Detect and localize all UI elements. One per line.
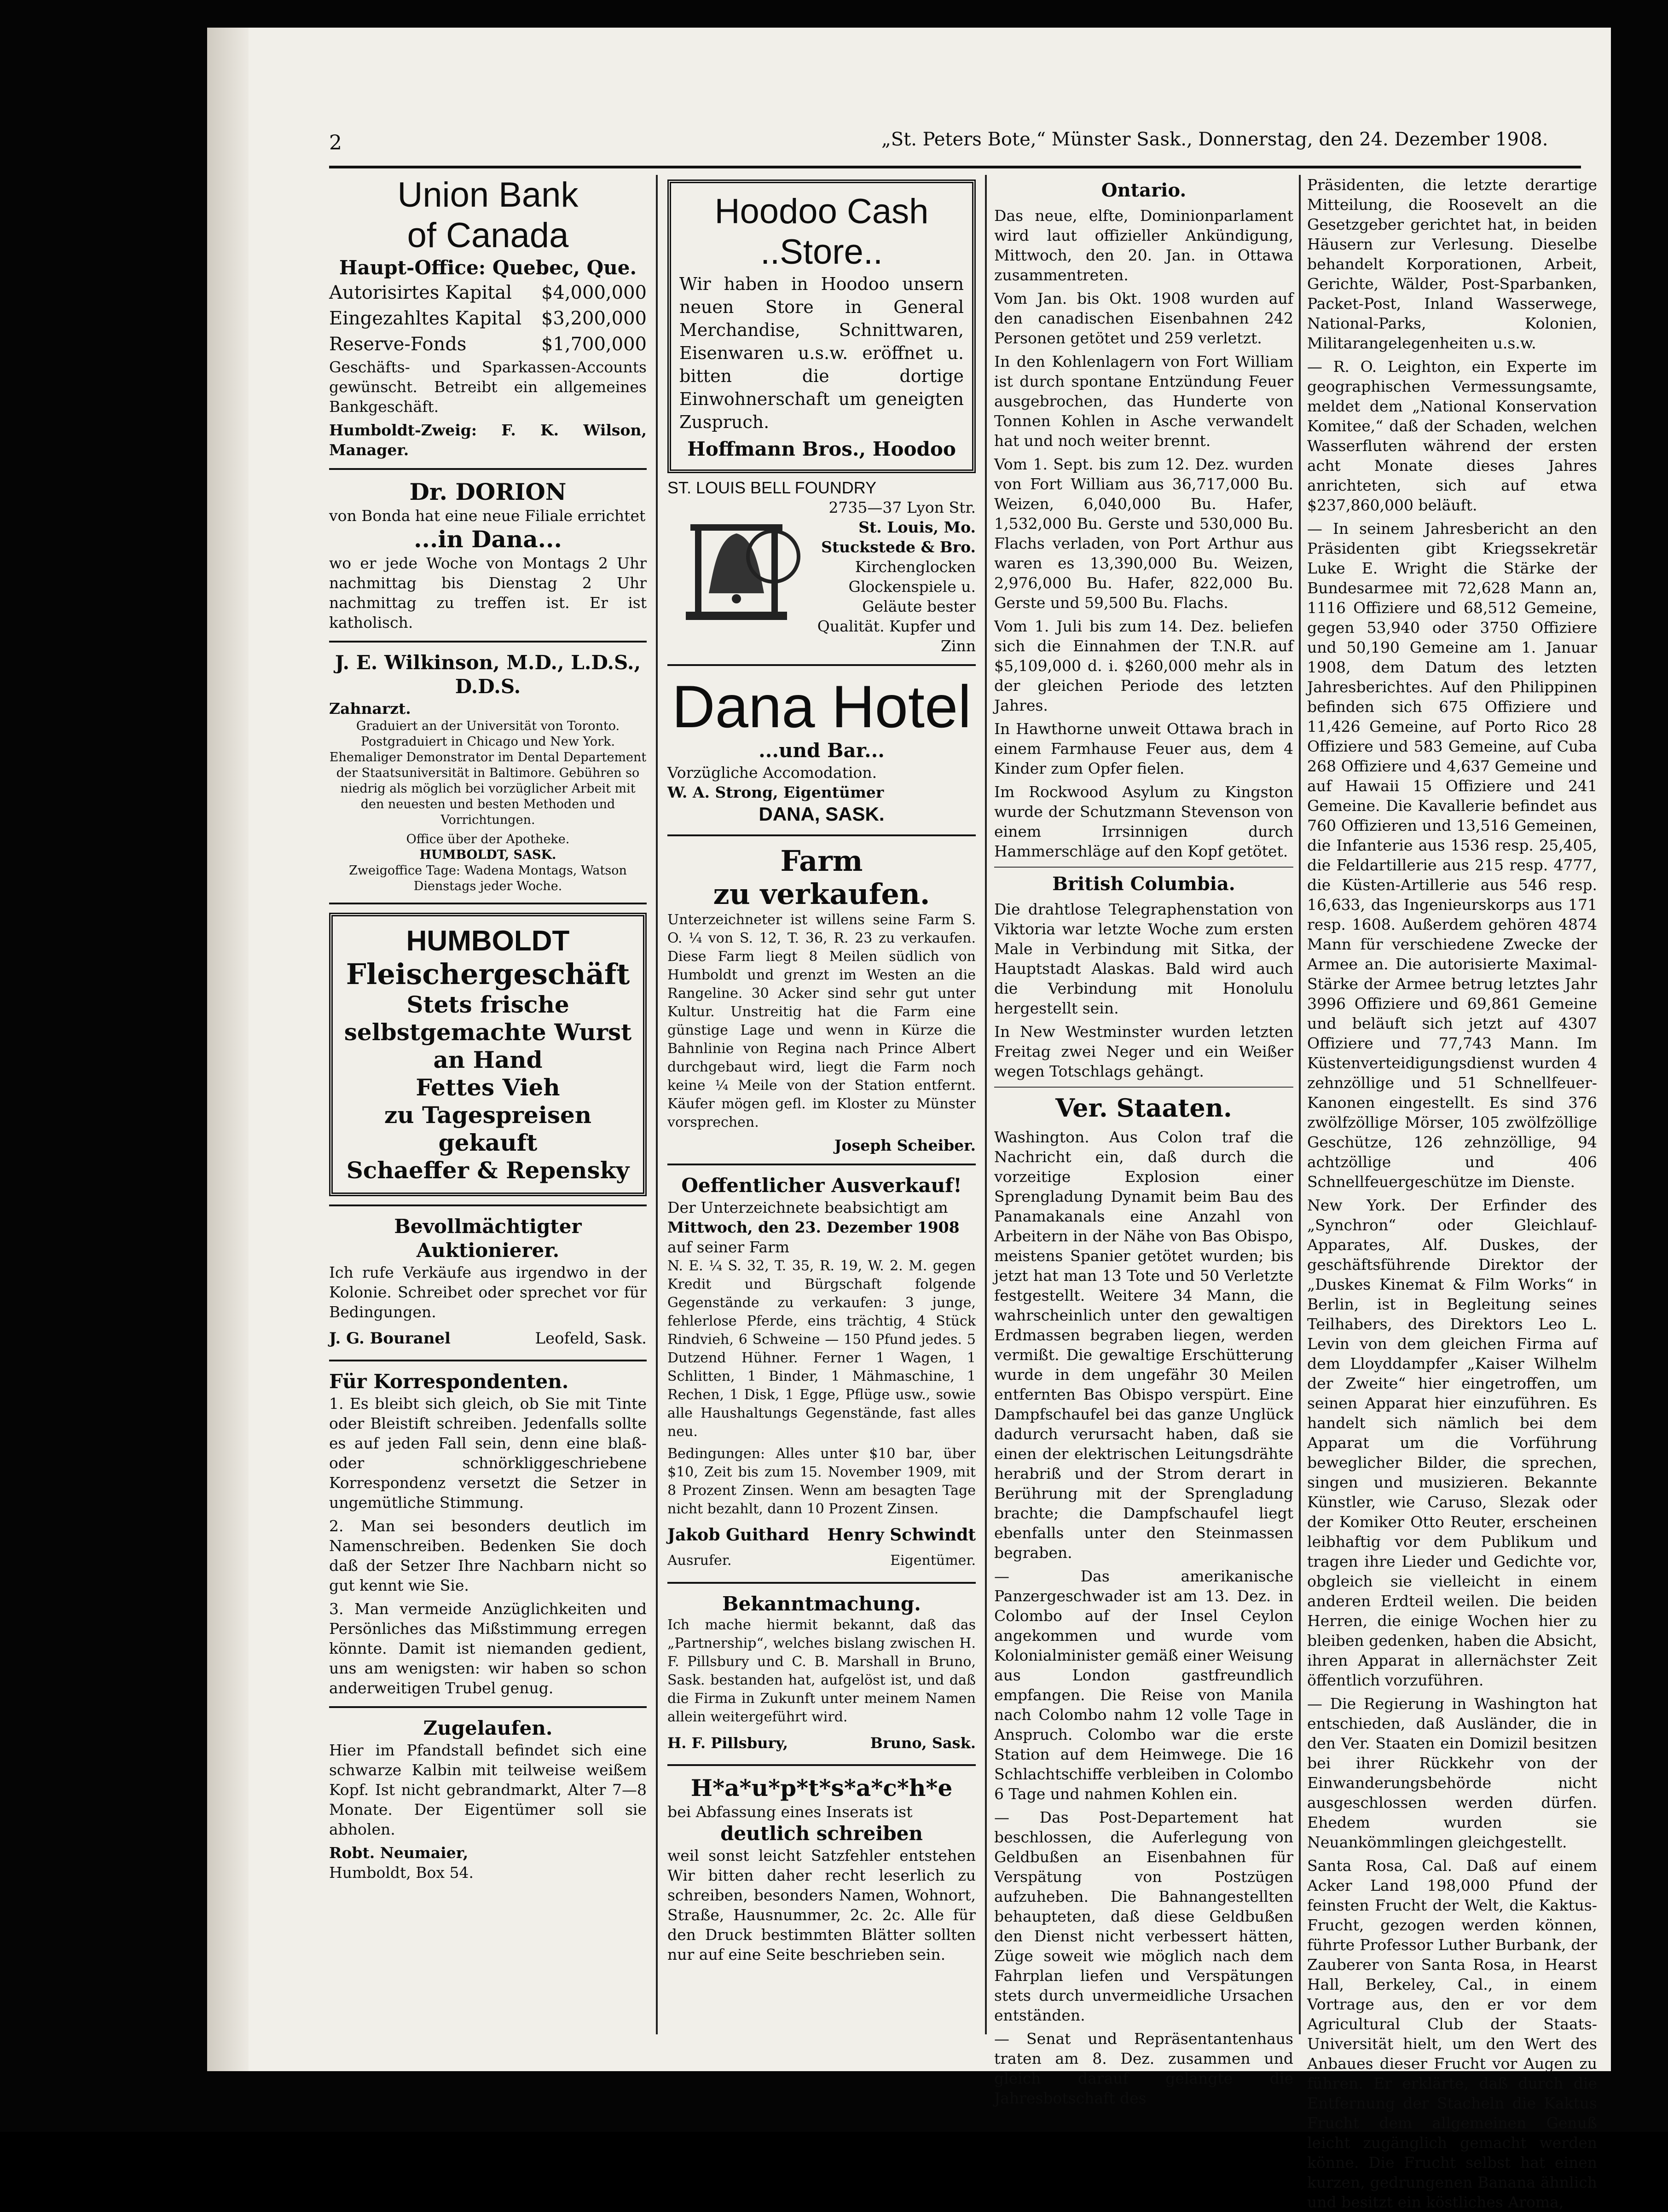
news-paragraph: In New Westminster wurden letzten Freitag zwei Neger und ein Weißer wegen Totschlags gehängt. [994, 1023, 1293, 1080]
divider [667, 664, 976, 666]
column-4 [1307, 175, 1597, 2211]
divider [667, 1764, 976, 1766]
ad-signatures [667, 1522, 976, 1548]
notice-title: Bekanntmachung. [722, 1592, 921, 1615]
row-value: $4,000,000 [541, 282, 647, 303]
ad-subtitle: ...und Bar... [759, 739, 885, 762]
ad-date: Mittwoch, den 23. Dezember 1908 [667, 1218, 960, 1236]
ad-title: ..Store.. [760, 232, 883, 272]
ad-owner: Schaeffer & Repensky [346, 1157, 630, 1184]
column-rule [656, 175, 658, 2034]
notice-text: Hier im Pfandstall befindet sich eine schwarze Kalbin mit teilweise weißem Kopf. Ist nicht gebrandmarkt, Alter 7—8 Monate. Der Eigentümer soll sie abholen. [329, 1741, 647, 1838]
news-paragraph: Santa Rosa, Cal. Daß auf einem Acker Land 198,000 Pfund der feinsten Frucht der Welt, die Kaktus-Frucht, gezogen werden können, führte Professor Luther Burbank, der Zauberer von Santa Rosa, in Hearst Hall, Berkeley, Cal., in einem Vortrage aus, den er vor dem Agricultural Club der Staats-Universität hielt, um den Wert des Anbaues dieser Frucht vor Augen zu führen. Er erklärte, daß durch die Entfernung der Stacheln die Kaktus Frucht dem allgemeinen Genuß leicht zugänglich gemacht werden könne. Die Frucht selbst hat einen kurzen, gedrungenen Banana ähnlich und besitzt ein köstliches Aroma, [1307, 1857, 1597, 2211]
divider [329, 1706, 647, 1708]
divider [329, 903, 647, 904]
divider [994, 1087, 1293, 1088]
ad-line: Stets frische [406, 991, 569, 1018]
ad-line: Zweigoffice Tage: Wadena Montags, Watson Dienstags jeder Woche. [349, 863, 627, 893]
news-paragraph: Das neue, elfte, Dominionparlament wird laut offizieller Ankündigung, Mittwoch, den 20. Jan. in Ottawa zusammentreten. [994, 207, 1293, 284]
ad-line: gekauft [438, 1129, 538, 1156]
ad-title: Hoodoo Cash [714, 192, 929, 231]
capital-row [329, 331, 647, 357]
divider [667, 834, 976, 836]
ad-line: zu Tagespreisen [384, 1101, 592, 1129]
hoodoo-store-ad [667, 180, 976, 473]
page-number: 2 [329, 131, 342, 155]
korrespondenten-notice [329, 1370, 647, 1698]
column-rule [985, 175, 987, 2034]
zugelaufen-notice [329, 1716, 647, 1882]
ad-title: Oeffentlicher Ausverkauf! [681, 1174, 962, 1197]
news-paragraph: — Die Regierung in Washington hat entschieden, daß Ausländer, die in den Ver. Staaten ein Domizil besitzen bei ihrer Rückkehr von der Einwanderungsbehörde nicht ausgeschlossen werden dürfen. Ehedem wurden sie Neuankömmlingen gleichgestellt. [1307, 1695, 1597, 1851]
ad-text: Wir haben in Hoodoo unsern neuen Store in General Merchandise, Schnittwaren, Eisenwaren u.s.w. eröffnet u. bitten die dortige Einwohnerschaft um geneigten Zuspruch. [679, 274, 964, 432]
divider [329, 1204, 647, 1206]
capital-row [329, 280, 647, 306]
ad-sign: Hoffmann Bros., Hoodoo [687, 438, 956, 460]
bell-foundry-ad [667, 478, 976, 656]
ad-title: ST. LOUIS BELL FOUNDRY [667, 478, 877, 497]
notice-title: Für Korrespondenten. [329, 1370, 569, 1393]
ad-text: wo er jede Woche von Montags 2 Uhr nachmittag bis Dienstag 2 Uhr nachmittag zu treffen ist. Er ist katholisch. [329, 554, 647, 631]
row-label: Reserve-Fonds [329, 334, 467, 355]
ad-sign [329, 1326, 647, 1351]
binding-gutter [207, 28, 249, 2071]
ad-line: auf seiner Farm [667, 1238, 790, 1256]
notice-paragraph: 3. Man vermeide Anzüglichkeiten und Persönliches das Mißstimmung erregen könnte. Damit ist niemanden gedient, uns am wenigsten: wir haben so schon anderweitigen Trubel genug. [329, 1600, 647, 1697]
notice-text: Ich mache hiermit bekannt, daß das „Partnership“, welches bislang zwischen H. F. Pillsbury und C. B. Marshall in Bruno, Sask. bestanden hat, aufgelöst ist, und daß die Firma in Zukunft unter meinem Namen allein weitergeführt wird. [667, 1617, 976, 1725]
bell-illustration [667, 501, 805, 630]
ad-subtitle: Fleischergeschäft [346, 957, 630, 991]
ad-line: selbstgemachte Wurst [344, 1019, 632, 1046]
ad-owner: W. A. Strong, Eigentümer [667, 783, 884, 801]
news-paragraph: Präsidenten, die letzte derartige Mitteilung, die Roosevelt an die Gesetzgeber gerichtet hat, in beiden Häusern zur Verlesung. Dieselbe behandelt Korporationen, Arbeit, Gerichte, Wälder, Post-Sparbanken, Packet-Post, Inland Wasserwege, National-Parks, Kolonien, Militarangelegenheiten u.s.w. [1307, 176, 1597, 352]
ad-text: Graduiert an der Universität von Toronto. Postgraduiert in Chicago und New York. Ehemaliger Demonstrator im Dental Departement der Staatsuniversität in Baltimore. Gebühren so niedrig als möglich bei vorzüglicher Arbeit mit den neuesten und besten Methoden und Vorrichtungen. [329, 719, 647, 827]
ad-title: Bevollmächtigter Auktionierer. [394, 1215, 582, 1262]
ad-line: Office über der Apotheke. [406, 832, 570, 846]
news-paragraph: — R. O. Leighton, ein Experte im geographischen Vermessungsamte, meldet dem „National Konservation Komitee,“ daß der Schaden, welchen Wasserfluten während der ersten acht Monate dieses Jahres anrichteten, sich auf etwa $237,860,000 beläuft. [1307, 358, 1597, 514]
column-3 [994, 175, 1293, 2107]
header-rule [329, 166, 1581, 168]
ad-text: Geschäfts- und Sparkassen-Accounts gewünscht. Betreibt ein allgemeines Bankgeschäft. [329, 358, 647, 416]
ad-role: Ausrufer. [667, 1552, 732, 1569]
notice-line: bei Abfassung eines Inserats ist [667, 1803, 913, 1821]
row-value: $3,200,000 [541, 308, 647, 329]
capital-row [329, 306, 647, 331]
notice-name: Robt. Neumaier, [329, 1844, 469, 1862]
ad-branch: Humboldt-Zweig: F. K. Wilson, Manager. [329, 421, 647, 459]
column-rule [1299, 175, 1301, 2034]
ad-title: zu verkaufen. [713, 877, 930, 911]
news-paragraph: In den Kohlenlagern von Fort William ist durch spontane Entzündung Feuer ausgebrochen, das Hunderte von Tonnen Kohlen in Asche verwandelt hat und noch weiter brennt. [994, 353, 1293, 450]
divider [667, 1164, 976, 1165]
ad-line: von Bonda hat eine neue Filiale errichtet [329, 507, 646, 525]
news-paragraph: Die drahtlose Telegraphenstation von Viktoria war letzte Woche zum ersten Male in Verbindung mit Sitka, der Hauptstadt Alaskas. Bald wird auch die Verbindung mit Honolulu hergestellt sein. [994, 900, 1293, 1017]
ad-line: Vorzügliche Accomodation. [667, 764, 877, 782]
news-paragraph: — In seinem Jahresbericht an den Präsidenten gibt Kriegssekretär Luke E. Wright die Stärke der Bundesarmee mit 72,628 Mann an, 1116 Offiziere und 68,512 Gemeine, gegen 53,940 oder 3750 Offiziere und 50,190 Gemeine am 1. Januar 1908, dem Datum des letzten Jahresberichtes. Auf den Philippinen befinden sich 675 Offiziere und 11,426 Gemeine, auf Porto Rico 28 Offiziere und 583 Gemeine, auf Cuba 268 Offiziere und 4,637 Gemeine und auf Hawaii 15 Offiziere und 241 Gemeine. Die Kavallerie befindet aus 760 Offizieren und 13,516 Gemeinen, die Infanterie aus 1536 resp. 25,405, die Feldartillerie aus 215 resp. 4777, die Küsten-Artillerie aus 546 resp. 16,633, das Ingenieurskorps aus 171 resp. 1608. Außerdem gehören 4874 Mann für verschiedene Zwecke der Armee an. Die autorisierte Maximal-Stärke der Armee betrug letztes Jahr 3996 Offiziere und 69,861 Gemeine und beläuft sich jetzt auf 4307 Offiziere und 77,743 Mann. Im Küstenverteidigungsdienst wurden 4 zehnzöllige und 51 Schnellfeuer-Kanonen eingestellt. Es sind 376 zwölfzöllige Mörser, 105 zwölfzöllige Geschütze, 126 zehnzöllige, 94 achtzöllige und 406 Schnellfeuergeschütze im Dienste. [1307, 520, 1597, 1191]
ad-owner: Stuckstede & Bro. [821, 538, 976, 556]
hauptsache-notice [667, 1774, 976, 1964]
notice-place: Bruno, Sask. [870, 1734, 976, 1752]
ad-address: 2735—37 Lyon Str. [828, 498, 976, 516]
row-label: Autorisirtes Kapital [329, 282, 512, 303]
divider [329, 641, 647, 643]
notice-text: weil sonst leicht Satzfehler entstehen Wir bitten daher recht leserlich zu schreiben, besonders Namen, Wohnort, Straße, Hausnummer, 2c. 2c. Alle für den Druck bestimmten Blätter sollten nur auf eine Seite beschrieben sein. [667, 1847, 976, 1963]
news-paragraph: — Das amerikanische Panzergeschwader ist am 13. Dez. in Colombo auf der Insel Ceylon angekommen und wurde vom Kolonialminister gemäß einer Weisung aus London gastfreundlich empfangen. Die Reise von Manila nach Colombo nahm 12 volle Tage in Anspruch. Colombo war die erste Station auf dem Heimwege. Die 16 Schlachtschiffe verbleiben in Colombo 6 Tage und nahmen Kohlen ein. [994, 1567, 1293, 1803]
news-paragraph: In Hawthorne unweit Ottawa brach in einem Farmhause Feuer aus, dem 4 Kinder zum Opfer fielen. [994, 720, 1293, 777]
ad-title: Union Bank [397, 175, 579, 214]
ad-text: Ich rufe Verkäufe aus irgendwo in der Kolonie. Schreibet oder sprechet vor für Bedingungen. [329, 1263, 647, 1321]
ad-title: of Canada [407, 216, 569, 255]
column-2 [667, 175, 976, 2034]
notice-title: H*a*u*p*t*s*a*c*h*e [690, 1774, 953, 1801]
ad-name: J. G. Bouranel [329, 1329, 451, 1348]
ad-city: St. Louis, Mo. [858, 518, 976, 536]
ad-line: an Hand [433, 1046, 543, 1073]
auktionier-ad [329, 1215, 647, 1351]
section-title: Ontario. [1101, 180, 1187, 201]
ad-line: Der Unterzeichnete beabsichtigt am [667, 1199, 948, 1216]
masthead: „St. Peters Bote,“ Münster Sask., Donnerstag, den 24. Dezember 1908. [881, 129, 1548, 150]
ad-title: Farm [780, 844, 863, 878]
ad-text: Kirchenglocken Glockenspiele u. Geläute bester Qualität. Kupfer und Zinn [817, 558, 976, 655]
dorion-ad [329, 478, 647, 632]
news-paragraph: Vom 1. Sept. bis zum 12. Dez. wurden von Fort William aus 36,717,000 Bu. Weizen, 6,040,000 Bu. Hafer, 1,532,000 Bu. Gerste und 530,000 Bu. Flachs verladen, von Port Arthur aus waren es 13,390,000 Bu. Weizen, 2,976,000 Bu. Hafer, 822,000 Bu. Gerste und 59,500 Bu. Flachs. [994, 455, 1293, 612]
ad-sign: Joseph Scheiber. [834, 1136, 976, 1154]
news-paragraph: New York. Der Erfinder des „Synchron“ oder Gleichlauf-Apparates, Alf. Duskes, der geschäftsführende Direktor der „Duskes Kinemat & Film Works“ in Berlin, ist in Begleitung seines Teilhabers, des Direktors Leo L. Levin von dem gleichen Firma auf dem Lloyddampfer „Kaiser Wilhelm der Zweite“ hier eingetroffen, um seinen Apparat hier einzuführen. Es handelt sich nämlich bei dem Apparat um die Vorführung beweglicher Bilder, die sprechen, singen und musizieren. Bekannte Künstler, wie Caruso, Slezak oder der Komiker Otto Reuter, erscheinen leibhaftig vor dem Publikum und tragen ihre Lieder und Gedichte vor, obgleich sie vielleicht in einem anderen Erdteil weilen. Die beiden Herren, die einige Wochen hier zu bleiben gedenken, haben die Absicht, ihren Apparat in allernächster Zeit öffentlich vorzuführen. [1307, 1196, 1597, 1689]
row-label: Eingezahltes Kapital [329, 308, 522, 329]
notice-sign [667, 1730, 976, 1756]
page-header [329, 115, 1576, 166]
wilkinson-ad [329, 651, 647, 894]
notice-paragraph: 1. Es bleibt sich gleich, ob Sie mit Tinte oder Bleistift schreiben. Jedenfalls sollte es auf jeden Fall sein, denn eine blaß- oder schnörkliggeschriebene Korrespondenz versetzt die Setzer in ungemütliche Stimmung. [329, 1395, 647, 1511]
ad-line: HUMBOLDT, SASK. [419, 848, 556, 862]
notice-paragraph: 2. Man sei besonders deutlich im Namenschreiben. Bedenken Sie doch daß der Setzer Ihre Nachbarn nicht so gut kennt wie Sie. [329, 1517, 647, 1594]
news-paragraph: Im Rockwood Asylum zu Kingston wurde der Schutzmann Stevenson von einem Irrsinnigen durch Hammerschläge auf den Kopf getötet. [994, 783, 1293, 860]
ad-place: DANA, SASK. [759, 803, 885, 825]
ad-text: N. E. ¼ S. 32, T. 35, R. 19, W. 2. M. gegen Kredit und Bürgschaft folgende Gegenstände zu verkaufen: 3 junge, fehlerlose Pferde, eins trächtig, 4 Stück Rindvieh, 6 Schweine — 150 Pfund jedes. 5 Dutzend Hühner. Ferner 1 Wagen, 1 Schlitten, 1 Binder, 1 Mähmaschine, 1 Rechen, 1 Disk, 1 Egge, Pflüge usw., sowie alle Haushaltungs Gegenstände, fast alles neu. [667, 1258, 976, 1440]
farm-sale-ad [667, 845, 976, 1155]
divider [667, 1582, 976, 1584]
ad-title: HUMBOLDT [406, 925, 570, 957]
ad-roles [667, 1548, 976, 1574]
ad-line: Fettes Vieh [416, 1074, 560, 1101]
ad-subtitle: Zahnarzt. [329, 700, 411, 718]
notice-line: deutlich schreiben [720, 1822, 923, 1845]
news-paragraph: Vom 1. Juli bis zum 14. Dez. beliefen sich die Einnahmen der T.N.R. auf $5,109,000 d. i. $260,000 mehr als in der gleichen Periode des letzten Jahres. [994, 617, 1293, 714]
divider [329, 1360, 647, 1361]
ad-conditions: Bedingungen: Alles unter $10 bar, über $10, Zeit bis zum 15. November 1909, mit 8 Prozent Zinsen. Wenn am besagten Tage nicht bezahlt, dann 10 Prozent Zinsen. [667, 1446, 976, 1517]
section-title: Ver. Staaten. [1055, 1093, 1232, 1123]
ad-place: Leofeld, Sask. [535, 1329, 647, 1348]
row-value: $1,700,000 [541, 334, 647, 355]
union-bank-ad [329, 175, 647, 460]
news-paragraph: — Senat und Repräsentantenhaus traten am 8. Dez. zusammen und gleich darauf gelangte die Jahresbotschaft des [994, 2030, 1293, 2107]
ad-line: ...in Dana... [414, 526, 562, 553]
ad-title: Dr. DORION [409, 478, 567, 505]
auction-ad [667, 1174, 976, 1574]
ad-name: Henry Schwindt [827, 1525, 976, 1545]
divider [329, 468, 647, 470]
ad-role: Eigentümer. [890, 1552, 976, 1569]
newspaper-page [207, 28, 1611, 2211]
notice-title: Zugelaufen. [423, 1717, 553, 1739]
news-paragraph: Vom Jan. bis Okt. 1908 wurden auf den canadischen Eisenbahnen 242 Personen getötet und 259 verletzt. [994, 290, 1293, 347]
divider [994, 867, 1293, 868]
news-paragraph: Washington. Aus Colon traf die Nachricht ein, daß durch die vorzeitige Explosion einer Sprengladung Dynamit beim Bau des Panamakanals eine Anzahl von Arbeitern in der Nähe von Bas Obispo, meistens Spanier getötet wurden; bis jetzt hat man 13 Tote und 50 Verletzte festgestellt. Weitere 34 Mann, die wahrscheinlich unter den gewaltigen Erdmassen begraben liegen, werden vermißt. Die gewaltige Erschütterung wurde in dem ungefähr 30 Meilen entfernten Bas Obispo verspürt. Eine Dampfschaufel bei das ganze Unglück dadurch verursacht haben, daß sie einen der elektrischen Leitungsdrähte herabriß und der Strom derart in Berührung mit der Sprengladung brachte; die Dampfschaufel liegt ebenfalls unter den Steinmassen begraben. [994, 1128, 1293, 1562]
ad-text: Unterzeichneter ist willens seine Farm S. O. ¼ von S. 12, T. 36, R. 23 zu verkaufen. Diese Farm liegt 8 Meilen südlich von Humboldt und grenzt im Westen an die Rangeline. 30 Acker sind sehr gut unter Kultur. Unstreitig hat die Farm eine günstige Lage und wenn in Kürze die Bahnlinie von Regina nach Prince Albert durchgebaut wird, liegt die Farm noch keine ¼ Meile von der Station entfernt. Käufer mögen gefl. im Kloster zu Münster vorsprechen. [667, 912, 976, 1130]
section-title: British Columbia. [1052, 873, 1235, 895]
ad-subtitle: Haupt-Office: Quebec, Que. [339, 256, 637, 279]
notice-name: H. F. Pillsbury, [667, 1734, 788, 1752]
ad-name: Jakob Guithard [667, 1525, 809, 1545]
ad-title: Dana Hotel [672, 673, 972, 740]
humboldt-butcher-ad [329, 913, 647, 1196]
notice-place: Humboldt, Box 54. [329, 1864, 474, 1882]
ad-title: J. E. Wilkinson, M.D., L.D.S., D.D.S. [335, 651, 641, 698]
dana-hotel-ad [667, 674, 976, 826]
news-paragraph: — Das Post-Departement hat beschlossen, die Auferlegung von Geldbußen an Eisenbahnen für Verspätung von Postzügen aufzuheben. Die Bahnangestellten behaupteten, daß diese Geldbußen den Dienst nicht verbessert hätten, Züge soweit wie möglich nach dem Fahrplan liefen und Verspätungen stets durch unvermeidliche Ursachen entständen. [994, 1808, 1293, 2024]
column-1 [329, 175, 647, 2034]
bekanntmachung-notice [667, 1592, 976, 1756]
